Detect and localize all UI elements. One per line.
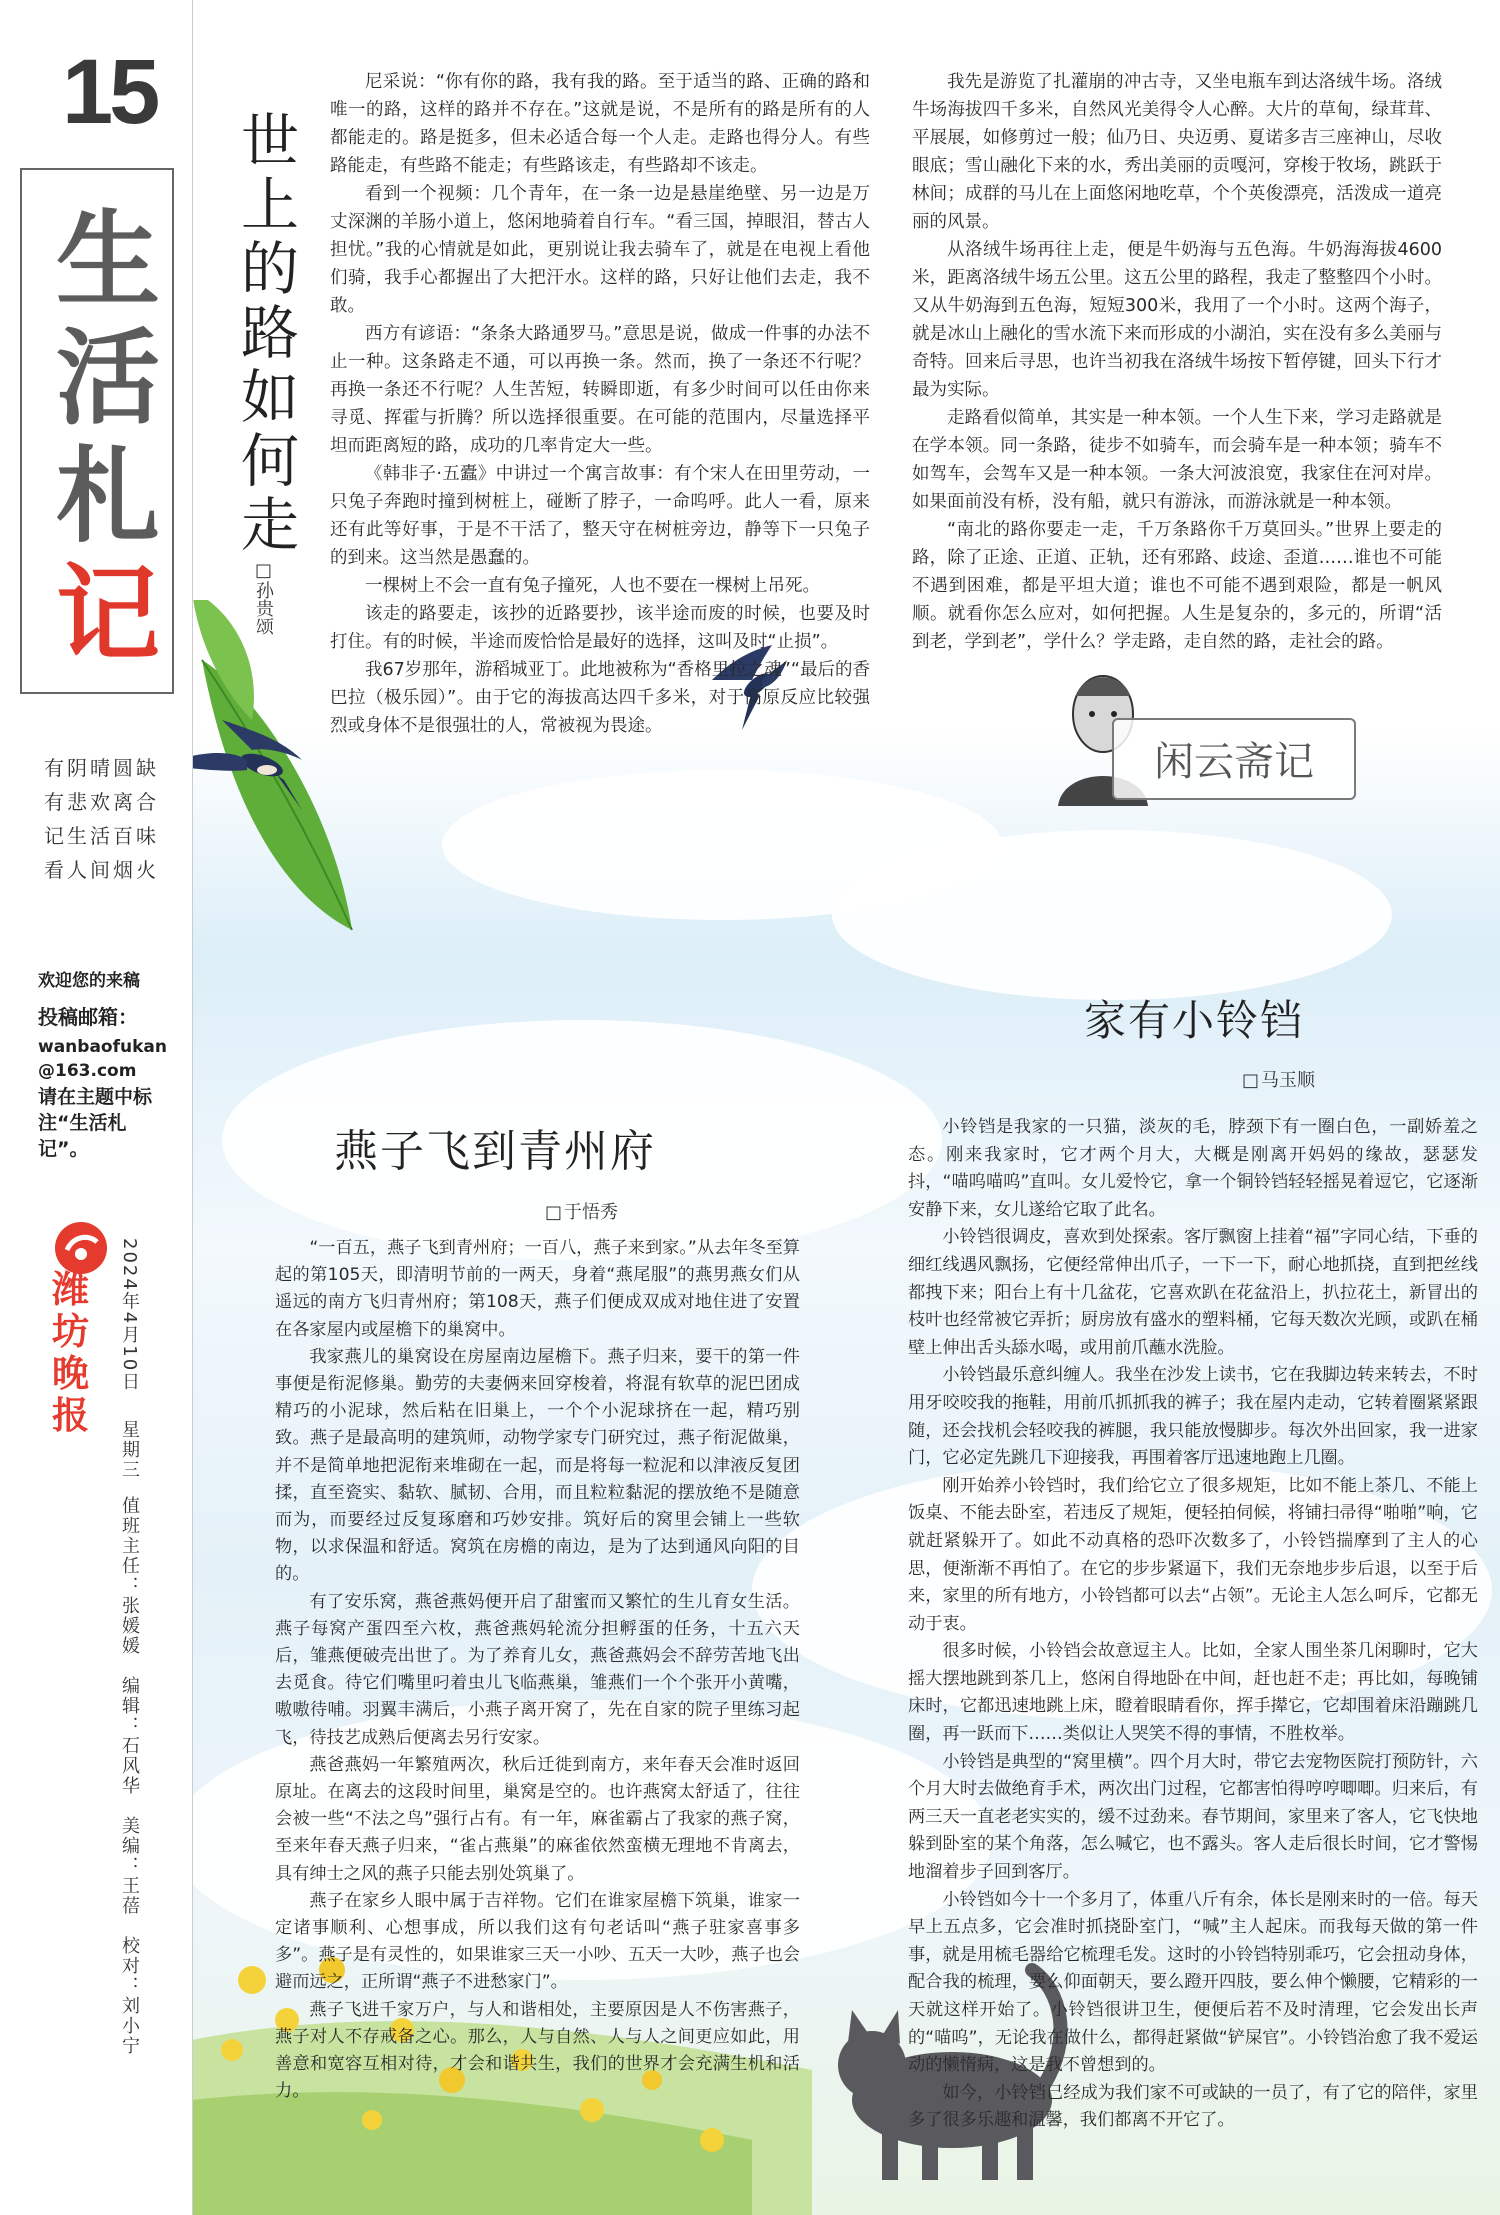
article-body-column [912,68,1442,656]
paragraph: 尼采说：“你有你的路，我有我的路。至于适当的路、正确的路和唯一的路，这样的路并不存在。”这就是说，不是所有的路是所有的人都能走的。路是挺多，但未必适合每一个人走。走路也得分人。有些路能走，有些路不能走；有些路该走，有些路却不该走。 [330,72,870,176]
article-author: □ 孙贵颂 [250,560,276,635]
paragraph: 小铃铛很调皮，喜欢到处探索。客厅飘窗上挂着“福”字同心结，下垂的细红线遇风飘扬，它便经常伸出爪子，一下一下，耐心地抓挠，直到把丝线都拽下来；阳台上有十几盆花，它喜欢趴在花盆沿上，扒拉花土，新冒出的枝叶也经常被它弄折；厨房放有盛水的塑料桶，它每天数次光顾，或趴在桶壁上伸出舌头舔水喝，或用前爪蘸水洗脸。 [908,1227,1478,1358]
article-body-column [908,1114,1478,2135]
paragraph: 看到一个视频：几个青年，在一条一边是悬崖绝壁、另一边是万丈深渊的羊肠小道上，悠闲地骑着自行车。“看三国，掉眼泪，替古人担忧。”我的心情就是如此，更别说让我去骑车了，就是在电视上看他们骑，我手心都握出了大把汗水。这样的路，只好让他们去走，我不敢。 [330,184,870,316]
editor-credits: 值班主任：张媛媛 编辑：石风华 美编：王蓓 校对：刘小宁 [119,1496,140,2056]
paragraph: 走路看似简单，其实是一种本领。一个人生下来，学习走路就是在学本领。同一条路，徒步不如骑车，而会骑车是一种本领；骑车不如驾车，会驾车又是一种本领。一条大河波浪宽，我家住在河对岸。如果面前没有桥，没有船，就只有游泳，而游泳就是一种本领。 [912,408,1442,512]
column-title-box [20,168,174,694]
column-title-char: 生 [56,198,161,321]
article-body-column [330,68,870,740]
paragraph: 很多时候，小铃铛会故意逗主人。比如，全家人围坐茶几闲聊时，它大摇大摆地跳到茶几上，悠闲自得地卧在中间，赶也赶不走；再比如，每晚铺床时，它都迅速地跳上床，瞪着眼睛看你，挥手撵它，它却围着床沿蹦跳几圈，再一跃而下……类似让人哭笑不得的事情，不胜枚举。 [908,1641,1478,1745]
paragraph: 我家燕儿的巢窝设在房屋南边屋檐下。燕子归来，要干的第一件事便是衔泥修巢。勤劳的夫妻俩来回穿梭着，将混有软草的泥巴团成精巧的小泥球，然后粘在旧巢上，一个个小泥球挤在一起，精巧别致。燕子是最高明的建筑师，动物学家专门研究过，燕子衔泥做巢，并不是简单地把泥衔来堆砌在一起，而是将每一粒泥和以津液反复团揉，直至瓷实、黏软、腻韧、合用，而且粒粒黏泥的摆放绝不是随意而为，而要经过反复琢磨和巧妙安排。筑好后的窝里会铺上一些软物，以求保温和舒适。窝筑在房檐的南边，是为了达到通风向阳的目的。 [275,1346,800,1585]
column-badge-text: 闲云斋记 [1154,739,1314,785]
email-address-part[interactable]: wanbaofukan [38,1037,167,1057]
issue-date: 2024年4月10日 [119,1238,140,1393]
slogan-line: 有阴晴圆缺 [44,756,159,780]
page-number: 15 [62,41,157,143]
article-title: 世上的路如何走 [231,110,299,558]
paragraph: 燕子在家乡人眼中属于吉祥物。它们在谁家屋檐下筑巢，谁家一定诸事顺利、心想事成，所以我们这有句老话叫“燕子驻家喜事多多”。燕子是有灵性的，如果谁家三天一小吵、五天一大吵，燕子也会避而远之，正所谓“燕子不进愁家门”。 [275,1890,800,1993]
paragraph: 从洛绒牛场再往上走，便是牛奶海与五色海。牛奶海海拔4600米，距离洛绒牛场五公里。这五公里的路程，我走了整整四个小时。又从牛奶海到五色海，短短300米，我用了一个小时。这两个海子，就是冰山上融化的雪水流下来而形成的小湖泊，实在没有多么美丽与奇特。回来后寻思，也许当初我在洛绒牛场按下暂停键，回头下行才最为实际。 [912,240,1442,400]
column-title-char: 活 [56,316,161,439]
email-address-part[interactable]: @163.com [38,1061,137,1081]
weekday: 星期三 [119,1420,140,1480]
paragraph: 该走的路要走，该抄的近路要抄，该半途而废的时候，也要及时打住。有的时候，半途而废恰恰是最好的选择，这叫及时“止损”。 [330,604,870,652]
newspaper-name: 潍坊晚报 [52,1267,89,1437]
paragraph: 小铃铛如今十一个多月了，体重八斤有余，体长是刚来时的一倍。每天早上五点多，它会准时抓挠卧室门，“喊”主人起床。而我每天做的第一件事，就是用梳毛器给它梳理毛发。这时的小铃铛特别乖巧，它会扭动身体，配合我的梳理，要么仰面朝天，要么蹬开四肢，要么伸个懒腰，它精彩的一天就这样开始了。小铃铛很讲卫生，便便后若不及时清理，它会发出长声的“喵呜”，无论我在做什么，都得赶紧做“铲屎官”。小铃铛治愈了我不爱运动的懒惰病，这是我不曾想到的。 [908,1889,1478,2076]
article-title: 燕子飞到青州府 [334,1126,656,1177]
paragraph: “南北的路你要走一走，千万条路你千万莫回头。”世界上要走的路，除了正途、正道、正轨，还有邪路、歧途、歪道……谁也不可能不遇到困难，都是平坦大道；谁也不可能不遇到艰险，都是一帆风顺。就看你怎么应对，如何把握。人生是复杂的，多元的，所谓“活到老，学到老”，学什么？学走路，走自然的路，走社会的路。 [912,520,1442,652]
paragraph: 小铃铛是我家的一只猫，淡灰的毛，脖颈下有一圈白色，一副娇羞之态。刚来我家时，它才两个月大，大概是刚离开妈妈的缘故，瑟瑟发抖，“喵呜喵呜”直叫。女儿爱怜它，拿一个铜铃铛轻轻摇晃着逗它，它逐渐安静下来，女儿遂给它取了此名。 [908,1117,1478,1220]
article-author: □ 马玉顺 [1242,1066,1315,1092]
paragraph: 小铃铛最乐意纠缠人。我坐在沙发上读书，它在我脚边转来转去，不时用牙咬咬我的拖鞋，用前爪抓抓我的裤子；我在屋内走动，它转着圈紧紧跟随，还会找机会轻咬我的裤腿，我只能放慢脚步。每次外出回家，我一进家门，它必定先跳几下迎接我，再围着客厅迅速地跑上几圈。 [908,1365,1478,1469]
paragraph: 《韩非子·五蠹》中讲过一个寓言故事：有个宋人在田里劳动，一只兔子奔跑时撞到树桩上，碰断了脖子，一命呜呼。此人一看，原来还有此等好事，于是不干活了，整天守在树桩旁边，静等下一只兔子的到来。这当然是愚蠢的。 [330,464,870,568]
welcome-text: 欢迎您的来稿 [38,971,140,991]
slogan-line: 记生活百味 [44,824,159,848]
column-title-char: 记 [56,552,161,675]
article-author: □ 于悟秀 [545,1198,618,1224]
column-badge [1112,718,1356,800]
article-title: 家有小铃铛 [1084,996,1305,1045]
paragraph: 我先是游览了扎灌崩的冲古寺，又坐电瓶车到达洛绒牛场。洛绒牛场海拔四千多米，自然风光美得令人心醉。大片的草甸，绿茸茸、平展展，如修剪过一般；仙乃日、央迈勇、夏诺多吉三座神山，尽收眼底；雪山融化下来的水，秀出美丽的贡嘎河，穿梭于牧场，跳跃于林间；成群的马儿在上面悠闲地吃草，个个英俊漂亮，活泼成一道亮丽的风景。 [912,72,1442,232]
paragraph: 西方有谚语：“条条大路通罗马。”意思是说，做成一件事的办法不止一种。这条路走不通，可以再换一条。然而，换了一条还不行呢？再换一条还不行呢？人生苦短，转瞬即逝，有多少时间可以任由你来寻觅、挥霍与折腾？所以选择很重要。在可能的范围内，尽量选择平坦而距离短的路，成功的几率肯定大一些。 [330,324,870,456]
paragraph: 我67岁那年，游稻城亚丁。此地被称为“香格里拉之魂”“最后的香巴拉（极乐园）”。由于它的海拔高达四千多米，对于高原反应比较强烈或身体不是很强壮的人，常被视为畏途。 [330,660,870,736]
article-body-column [275,1235,800,2106]
slogan-line: 有悲欢离合 [44,790,159,814]
paragraph: 刚开始养小铃铛时，我们给它立了很多规矩，比如不能上茶几、不能上饭桌、不能去卧室，若违反了规矩，便轻拍伺候，将铺扫帚得“啪啪”响，它就赶紧躲开了。如此不动真格的恐吓次数多了，小铃铛揣摩到了主人的心思，便渐渐不再怕了。在它的步步紧逼下，我们无奈地步步后退，以至于后来，家里的所有地方，小铃铛都可以去“占领”。无论主人怎么呵斥，它都无动于衷。 [908,1475,1478,1634]
paragraph: 有了安乐窝，燕爸燕妈便开启了甜蜜而又繁忙的生儿育女生活。燕子每窝产蛋四至六枚，燕爸燕妈轮流分担孵蛋的任务，十五六天后，雏燕便破壳出世了。为了养育儿女，燕爸燕妈会不辞劳苦地飞出去觅食。待它们嘴里叼着虫儿飞临燕巢，雏燕们一个个张开小黄嘴，嗷嗷待哺。羽翼丰满后，小燕子离开窝了，先在自家的院子里练习起飞，待技艺成熟后便离去另行安家。 [275,1591,800,1748]
left-sidebar [0,0,193,2215]
email-label: 投稿邮箱： [38,1005,138,1029]
paragraph: 如今，小铃铛已经成为我们家不可或缺的一员了，有了它的陪伴，家里多了很多乐趣和温馨，我们都离不开它了。 [908,2082,1478,2131]
paragraph: 一棵树上不会一直有兔子撞死，人也不要在一棵树上吊死。 [365,576,820,596]
paragraph: 燕子飞进千家万户，与人和谐相处，主要原因是人不伤害燕子，燕子对人不存戒备之心。那么，人与自然、人与人之间更应如此，用善意和宽容互相对待，才会和谐共生，我们的世界才会充满生机和活力。 [275,1999,800,2102]
slogan-line: 看人间烟火 [44,858,159,882]
submission-note: 请在主题中标注“生活札记”。 [38,1086,153,1160]
column-title-char: 札 [56,434,161,557]
paragraph: 燕爸燕妈一年繁殖两次，秋后迁徙到南方，来年春天会准时返回原址。在离去的这段时间里，巢窝是空的。也许燕窝太舒适了，往往会被一些“不法之鸟”强行占有。有一年，麻雀霸占了我家的燕子窝，至来年春天燕子归来，“雀占燕巢”的麻雀依然蛮横无理地不肯离去，具有绅士之风的燕子只能去别处筑巢了。 [275,1754,800,1884]
paragraph: “一百五，燕子飞到青州府；一百八，燕子来到家。”从去年冬至算起的第105天，即清明节前的一两天，身着“燕尾服”的燕男燕女们从遥远的南方飞归青州府；第108天，燕子们便成双成对地住进了安置在各家屋内或屋檐下的巢窝中。 [275,1238,800,1340]
paragraph: 小铃铛是典型的“窝里横”。四个月大时，带它去宠物医院打预防针，六个月大时去做绝育手术，两次出门过程，它都害怕得哼哼唧唧。归来后，有两三天一直老老实实的，缓不过劲来。春节期间，家里来了客人，它飞快地躲到卧室的某个角落，怎么喊它，也不露头。客人走后很长时间，它才警惕地溜着步子回到客厅。 [908,1751,1478,1883]
